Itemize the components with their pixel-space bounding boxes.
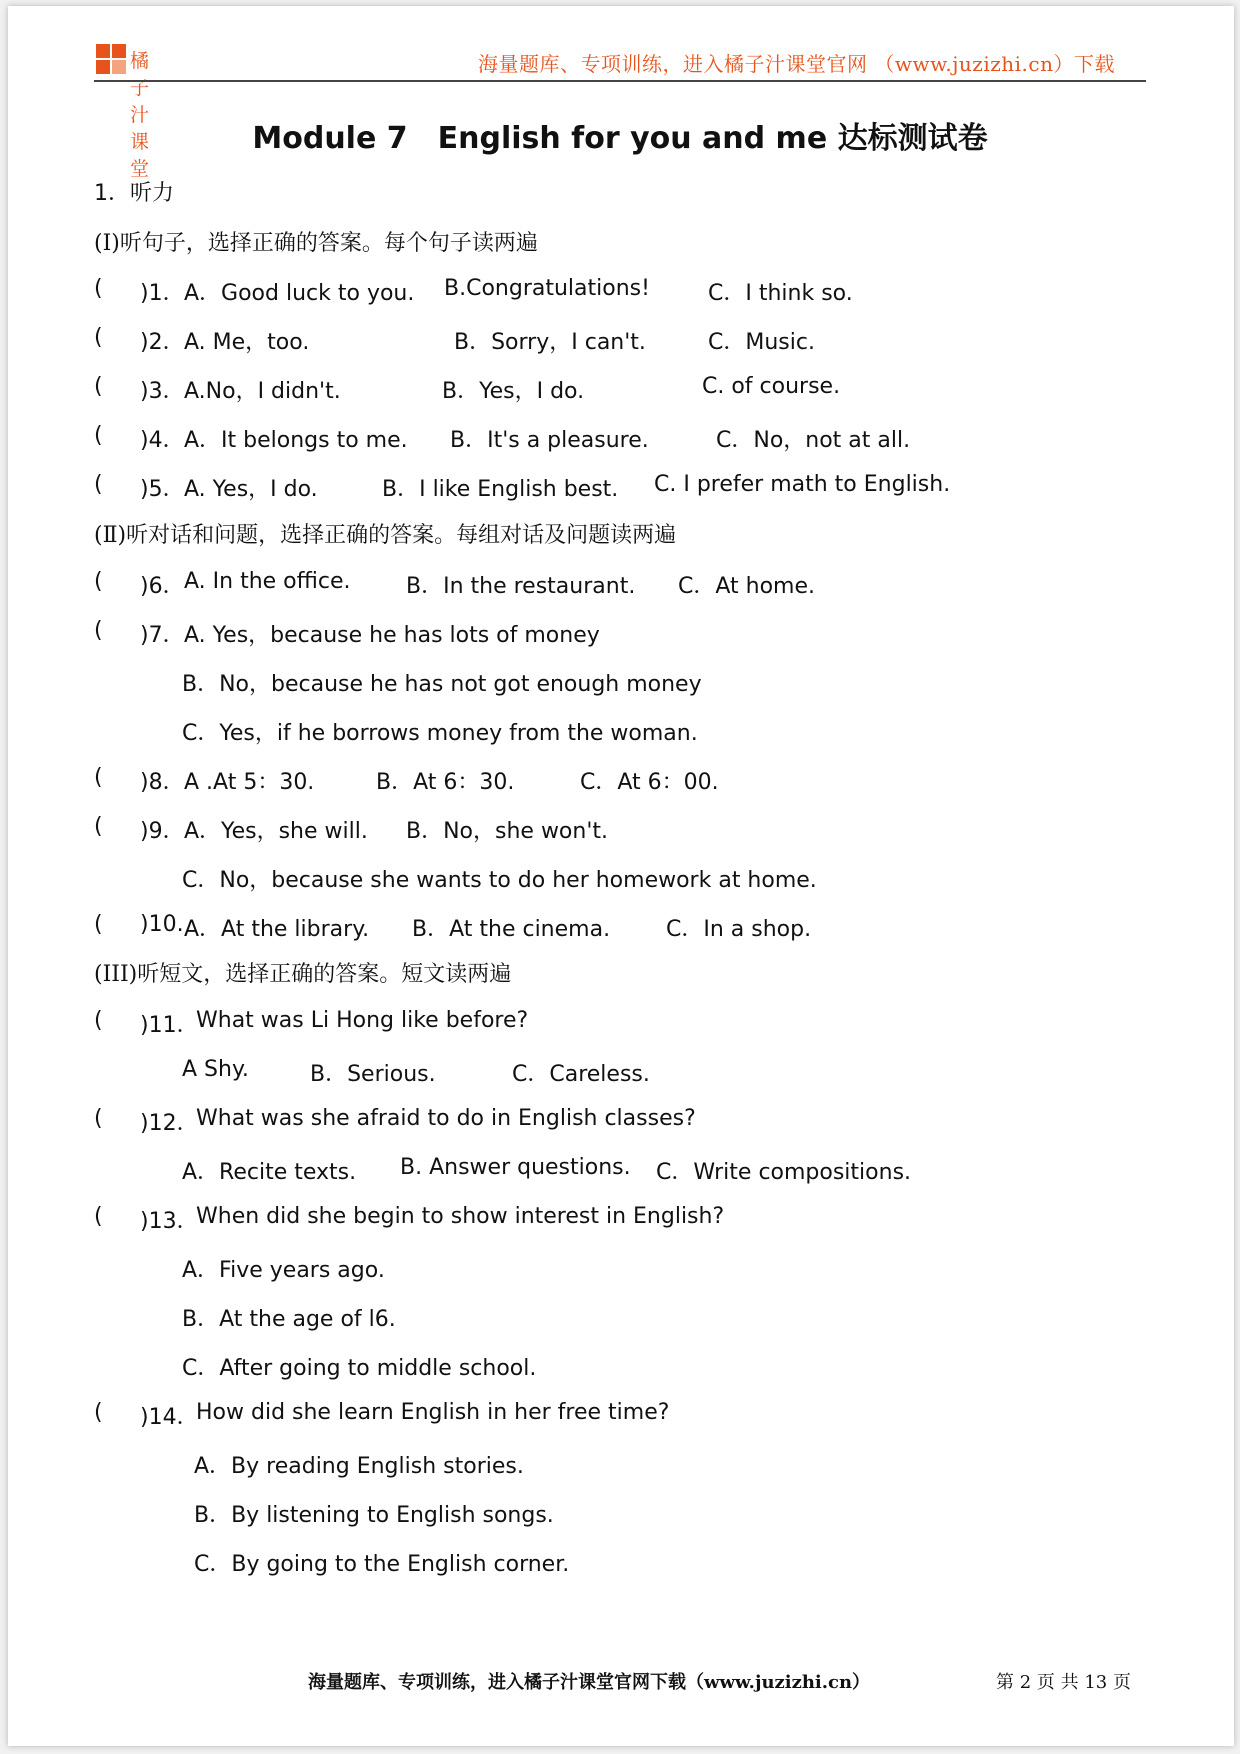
answer-bracket[interactable]: ( bbox=[94, 325, 103, 350]
answer-bracket[interactable]: ( bbox=[94, 814, 103, 839]
question-number: )12． bbox=[140, 1111, 199, 1136]
logo-square-icon bbox=[96, 60, 110, 74]
page-number: 第 2 页 共 13 页 bbox=[996, 1672, 1131, 1693]
option-b: B. Answer questions. bbox=[400, 1155, 631, 1180]
question-number: )7． bbox=[140, 623, 185, 648]
option-c: C．By going to the English corner. bbox=[194, 1552, 570, 1577]
option-c: C．Careless. bbox=[512, 1062, 650, 1087]
answer-bracket[interactable]: ( bbox=[94, 1106, 103, 1131]
answer-bracket[interactable]: ( bbox=[94, 765, 103, 790]
option-c: C．No，because she wants to do her homework at home. bbox=[182, 868, 817, 893]
option-b: B．No，because he has not got enough money bbox=[182, 672, 702, 697]
option-a: A．Five years ago. bbox=[182, 1258, 385, 1283]
header-promo-text: 海量题库、专项训练，进入橘子汁课堂官网 （www.juzizhi.cn）下载 bbox=[478, 52, 1115, 76]
option-b: B．No，she won't. bbox=[406, 819, 609, 844]
question-number: )4． bbox=[140, 428, 185, 453]
logo-square-icon bbox=[112, 44, 126, 58]
option-c: C. I prefer math to English. bbox=[654, 472, 951, 497]
question-text: When did she begin to show interest in English? bbox=[196, 1204, 725, 1229]
option-a: A．Good luck to you. bbox=[184, 281, 415, 306]
answer-bracket[interactable]: ( bbox=[94, 423, 103, 448]
part1-heading: (I)听句子，选择正确的答案。每个句子读两遍 bbox=[94, 231, 538, 256]
answer-bracket[interactable]: ( bbox=[94, 912, 103, 937]
logo-square-icon bbox=[96, 44, 110, 58]
answer-bracket[interactable]: ( bbox=[94, 1204, 103, 1229]
option-c: C．No，not at all. bbox=[716, 428, 911, 453]
option-c: C．In a shop. bbox=[666, 917, 812, 942]
question-number: )3． bbox=[140, 379, 185, 404]
option-c: C．Music. bbox=[708, 330, 815, 355]
option-a: A .At 5：30. bbox=[184, 770, 315, 795]
option-a: A. Me，too. bbox=[184, 330, 310, 355]
option-b: B．I like English best. bbox=[382, 477, 619, 502]
question-number: )11． bbox=[140, 1013, 199, 1038]
header-divider bbox=[94, 80, 1146, 82]
option-b: B．By listening to English songs. bbox=[194, 1503, 554, 1528]
option-a: A．It belongs to me. bbox=[184, 428, 408, 453]
part3-heading: (III)听短文，选择正确的答案。短文读两遍 bbox=[94, 962, 512, 987]
question-number: )6． bbox=[140, 574, 185, 599]
section-heading: 1．听力 bbox=[94, 181, 174, 206]
page-title: Module 7 English for you and me 达标测试卷 bbox=[252, 121, 988, 156]
answer-bracket[interactable]: ( bbox=[94, 1400, 103, 1425]
option-c: C．I think so. bbox=[708, 281, 853, 306]
option-a: A. Yes，because he has lots of money bbox=[184, 623, 600, 648]
option-a: A. Yes，I do. bbox=[184, 477, 318, 502]
answer-bracket[interactable]: ( bbox=[94, 569, 103, 594]
option-c: C．At 6：00. bbox=[580, 770, 719, 795]
option-a: A．Yes，she will. bbox=[184, 819, 368, 844]
option-b: B．In the restaurant. bbox=[406, 574, 636, 599]
question-number: )8． bbox=[140, 770, 185, 795]
question-number: )5． bbox=[140, 477, 185, 502]
answer-bracket[interactable]: ( bbox=[94, 472, 103, 497]
option-a: A．At the library. bbox=[184, 917, 370, 942]
logo-text: 橘子汁课堂 bbox=[130, 50, 150, 180]
option-a: A．Recite texts. bbox=[182, 1160, 357, 1185]
question-number: )2． bbox=[140, 330, 185, 355]
option-c: C．After going to middle school. bbox=[182, 1356, 537, 1381]
option-b: B.Congratulations! bbox=[444, 276, 650, 301]
footer-promo-text: 海量题库、专项训练，进入橘子汁课堂官网下载（www.juzizhi.cn） bbox=[308, 1672, 871, 1693]
option-b: B．At the age of l6. bbox=[182, 1307, 396, 1332]
logo-square-icon bbox=[112, 60, 126, 74]
option-a: A.No，I didn't. bbox=[184, 379, 341, 404]
question-text: What was she afraid to do in English classes? bbox=[196, 1106, 696, 1131]
answer-bracket[interactable]: ( bbox=[94, 276, 103, 301]
question-number: )1． bbox=[140, 281, 185, 306]
answer-bracket[interactable]: ( bbox=[94, 374, 103, 399]
question-number: )10. bbox=[140, 912, 184, 937]
option-c: C．Write compositions. bbox=[656, 1160, 912, 1185]
option-b: B．Yes，I do. bbox=[442, 379, 585, 404]
option-a: A Shy. bbox=[182, 1057, 249, 1082]
option-b: B．At the cinema. bbox=[412, 917, 611, 942]
question-text: How did she learn English in her free time? bbox=[196, 1400, 670, 1425]
option-b: B．Serious. bbox=[310, 1062, 436, 1087]
question-number: )9． bbox=[140, 819, 185, 844]
option-b: B．At 6：30. bbox=[376, 770, 515, 795]
option-c: C．At home. bbox=[678, 574, 816, 599]
option-a: A．By reading English stories. bbox=[194, 1454, 524, 1479]
option-a: A. In the office. bbox=[184, 569, 351, 594]
option-b: B．Sorry，I can't. bbox=[454, 330, 646, 355]
option-c: C. of course. bbox=[702, 374, 841, 399]
option-b: B．It's a pleasure. bbox=[450, 428, 649, 453]
option-c: C．Yes，if he borrows money from the woman. bbox=[182, 721, 698, 746]
part2-heading: (Ⅱ)听对话和问题，选择正确的答案。每组对话及问题读两遍 bbox=[94, 523, 677, 548]
question-number: )13． bbox=[140, 1209, 199, 1234]
question-text: What was Li Hong like before? bbox=[196, 1008, 529, 1033]
question-number: )14． bbox=[140, 1405, 199, 1430]
answer-bracket[interactable]: ( bbox=[94, 1008, 103, 1033]
answer-bracket[interactable]: ( bbox=[94, 618, 103, 643]
